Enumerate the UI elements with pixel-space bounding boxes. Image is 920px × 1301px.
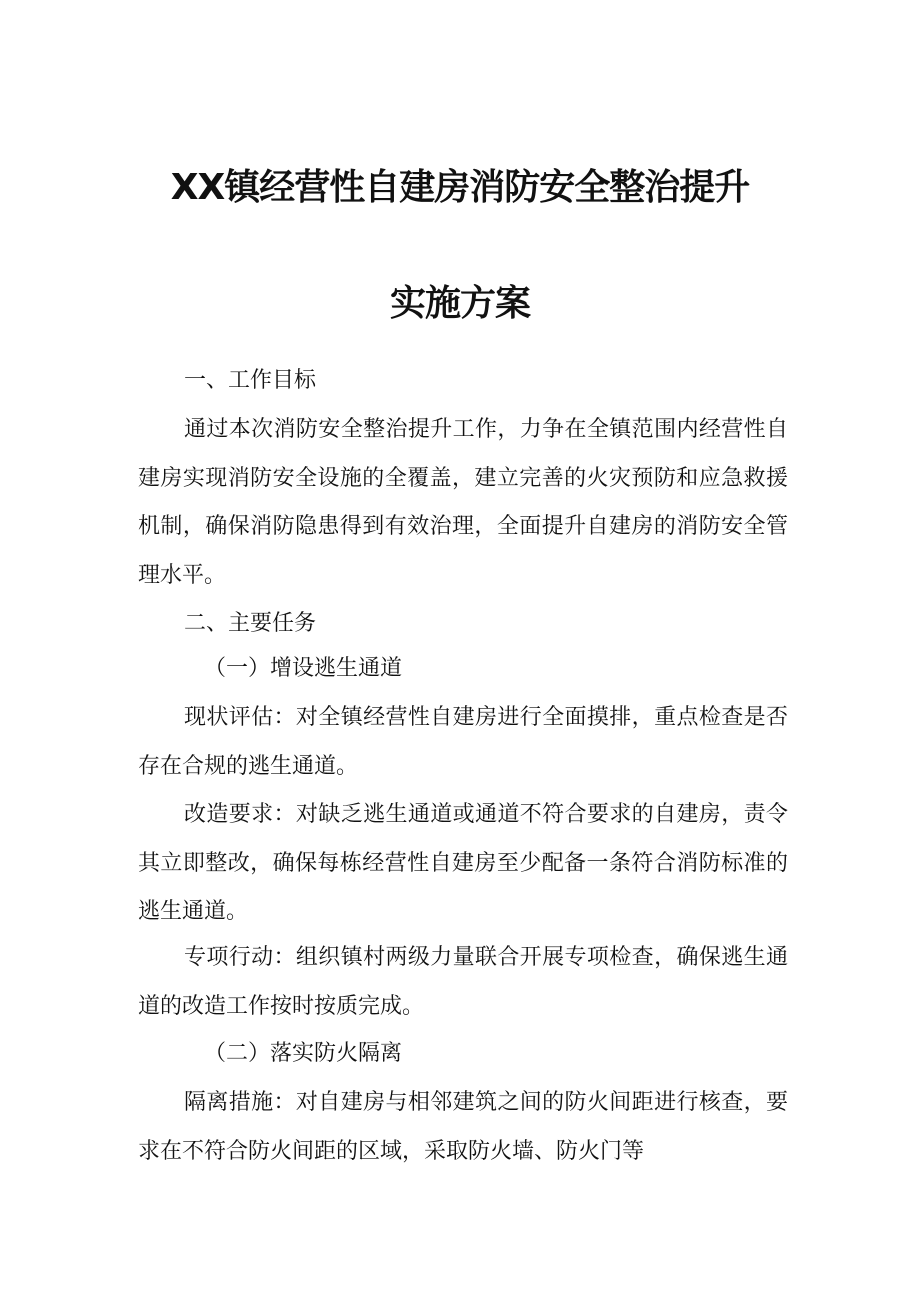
document-title-line-1: XX镇经营性自建房消防安全整治提升: [170, 167, 750, 208]
subsection-1-paragraph-1: 现状评估：对全镇经营性自建房进行全面摸排，重点检查是否存在合规的逃生通道。: [138, 705, 788, 779]
subsection-1-heading: （一）增设逃生通道: [204, 656, 403, 681]
section-1-paragraph: 通过本次消防安全整治提升工作，力争在全镇范围内经营性自建房实现消防安全设施的全覆盖，建立完善的火灾预防和应急救援机制，确保消防隐患得到有效治理，全面提升自建房的消防安全管理水平。: [138, 417, 788, 588]
subsection-2-paragraph-1: 隔离措施：对自建房与相邻建筑之间的防火间距进行核查，要求在不符合防火间距的区域，采取防火墙、防火门等: [138, 1090, 788, 1164]
subsection-1-paragraph-3: 专项行动：组织镇村两级力量联合开展专项检查，确保逃生通道的改造工作按时按质完成。: [138, 945, 788, 1019]
document-title-line-2: 实施方案: [389, 283, 530, 324]
section-2-heading: 二、主要任务: [184, 611, 317, 636]
subsection-1-paragraph-2: 改造要求：对缺乏逃生通道或通道不符合要求的自建房，责令其立即整改，确保每栋经营性自建房至少配备一条符合消防标准的逃生通道。: [138, 802, 788, 924]
section-1-heading: 一、工作目标: [184, 368, 317, 393]
subsection-2-heading: （二）落实防火隔离: [204, 1041, 403, 1066]
